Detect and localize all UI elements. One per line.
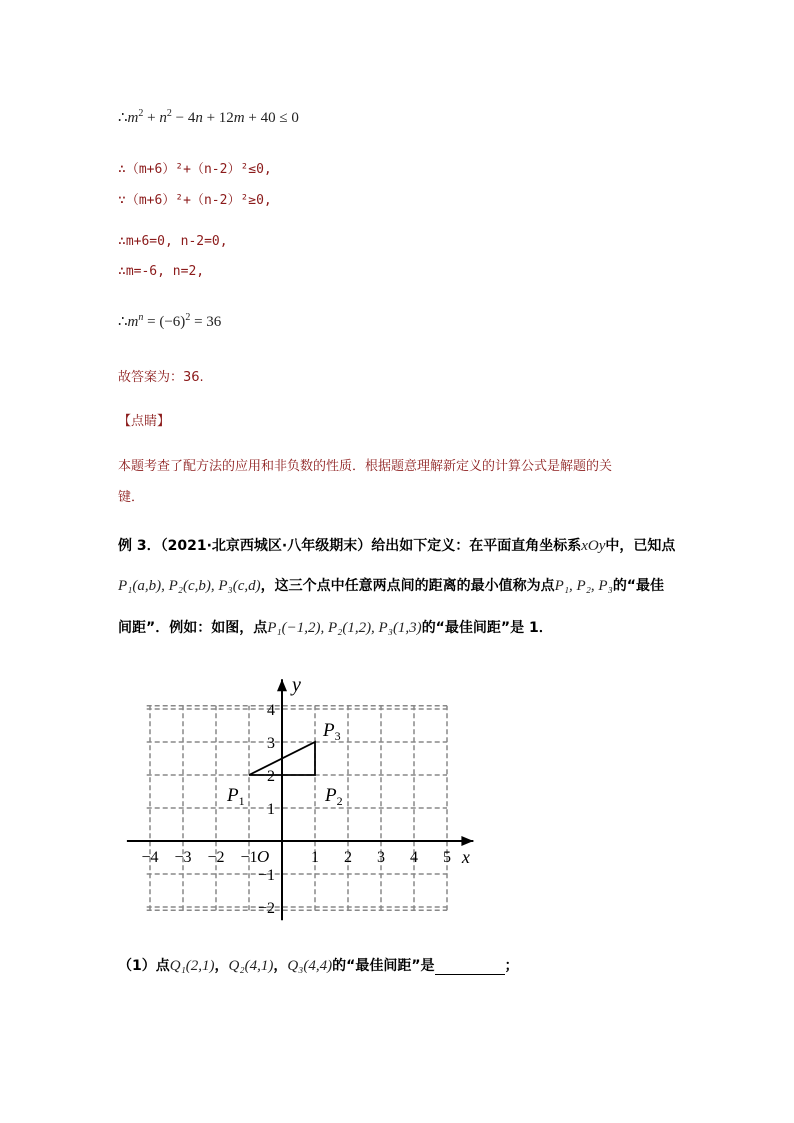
example-line-1	[118, 535, 675, 555]
example-intro-end: 中，已知点	[605, 538, 676, 554]
example-line-3	[118, 617, 553, 637]
definition-text: ，这三个点中任意两点间的距离的最小值称为点	[260, 578, 555, 594]
xoy-label: xOy	[581, 538, 606, 554]
x-tick-label: 5	[443, 849, 451, 866]
q1-suffix: 的“最佳间距”是	[332, 958, 435, 974]
q1-point-1: Q₁(2,1)	[169, 958, 215, 974]
x-tick-label: 2	[344, 849, 352, 866]
example-line-2	[118, 575, 664, 595]
y-axis-arrow	[277, 679, 287, 691]
definition-end: 的“最佳	[612, 578, 665, 594]
q1-end: ；	[504, 958, 519, 974]
example-text: 间距”．例如：如图，点	[118, 620, 268, 636]
points-list: P₁, P₂, P₃	[554, 578, 613, 594]
y-tick-label: 1	[267, 801, 275, 818]
point-label-p3: $P_3$	[323, 720, 341, 743]
y-axis-label: y	[292, 673, 301, 696]
coordinate-figure	[110, 665, 490, 930]
y-tick-label: 4	[267, 702, 275, 719]
comment-text-2: 键．	[118, 490, 145, 505]
y-tick-label: 3	[267, 735, 275, 752]
x-tick-label: 3	[377, 849, 385, 866]
solution-step-5: ∴m=-6, n=2,	[118, 264, 205, 279]
answer-blank[interactable]	[435, 960, 505, 975]
point-label-p2: $P_2$	[325, 785, 343, 808]
example-points: P₁(−1,2), P₂(1,2), P₃(1,3)	[267, 620, 422, 636]
origin-label: O	[257, 847, 270, 866]
points-def: P₁(a,b), P₂(c,b), P₃(c,d)	[118, 578, 261, 594]
figure-marks	[226, 720, 343, 808]
y-tick-label: 2	[267, 768, 275, 785]
point-label-p1: $P_1$	[227, 785, 245, 808]
x-axis-label: x	[461, 847, 470, 867]
y-tick-label: −2	[257, 900, 275, 917]
x-tick-label: −2	[207, 849, 225, 866]
example-intro: 例 3．（2021·北京西城区·八年级期末）给出如下定义：在平面直角坐标系	[118, 538, 582, 554]
result-line: $\therefore m^n = (-6)^2 = 36$	[118, 312, 222, 330]
q1-point-3: Q₃(4,4)	[287, 958, 333, 974]
x-tick-label: 1	[311, 849, 319, 866]
inequality-line: $\therefore m^2 + n^2 - 4n + 12m + 40 \le 0$	[118, 108, 299, 126]
tick-labels	[141, 702, 451, 917]
grid	[147, 706, 447, 911]
solution-step-4: ∴m+6=0, n-2=0,	[118, 234, 228, 249]
x-axis-arrow	[461, 836, 473, 846]
q1-sep-2: ，	[273, 958, 288, 974]
x-tick-label: 4	[410, 849, 418, 866]
comment-text-1: 本题考查了配方法的应用和非负数的性质．根据题意理解新定义的计算公式是解题的关	[118, 459, 613, 474]
solution-step-2: ∴（m+6）²+（n-2）²≤0,	[118, 162, 272, 177]
y-tick-label: −1	[257, 867, 275, 884]
x-tick-label: −4	[141, 849, 159, 866]
question-1	[118, 955, 519, 975]
x-tick-label: −1	[240, 849, 258, 866]
x-tick-label: −3	[174, 849, 192, 866]
answer-line: 故答案为：36.	[118, 370, 204, 385]
q1-sep-1: ，	[214, 958, 229, 974]
solution-step-3: ∵（m+6）²+（n-2）²≥0,	[118, 193, 272, 208]
axes	[127, 674, 474, 920]
q1-prefix: （1）点	[118, 958, 170, 974]
q1-point-2: Q₂(4,1)	[228, 958, 274, 974]
example-result: 的“最佳间距”是 1．	[421, 620, 553, 636]
comment-heading: 【点睛】	[118, 414, 171, 429]
